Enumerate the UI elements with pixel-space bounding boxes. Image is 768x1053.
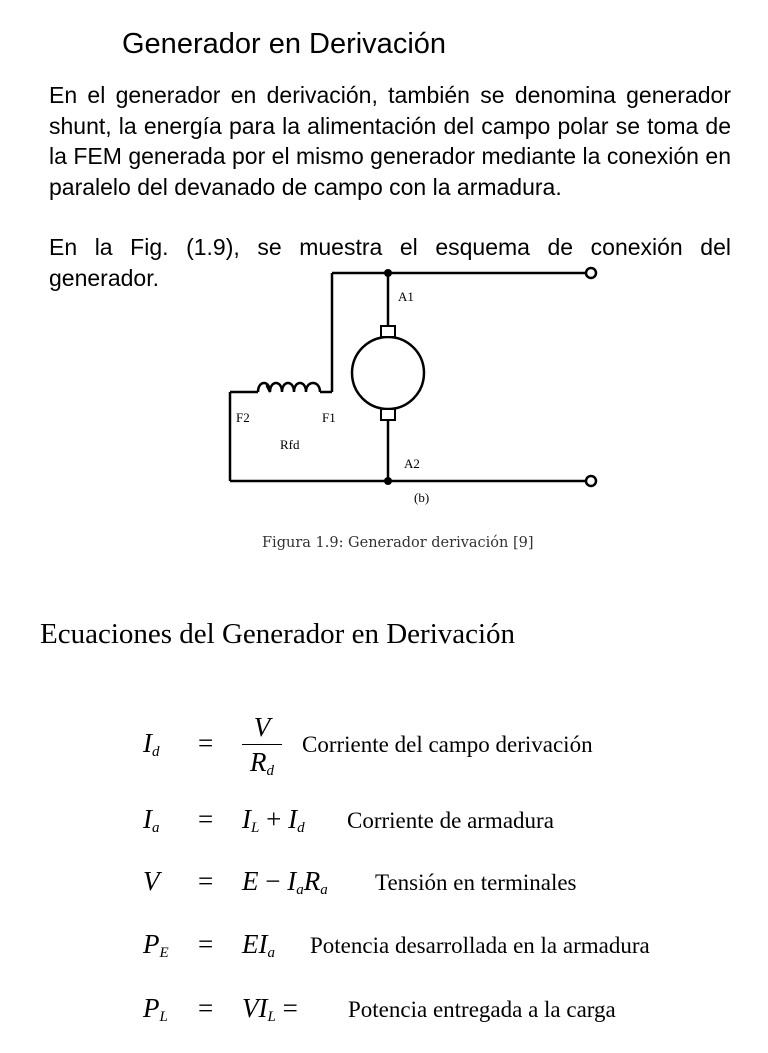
- eq4-rhs: $EI_a$: [242, 929, 275, 961]
- field-coil: [258, 383, 320, 392]
- label-f1: F1: [322, 410, 336, 425]
- label-f2: F2: [236, 410, 250, 425]
- figure-reference-paragraph: En la Fig. (1.9), se muestra el esquema de conexión del generador.: [49, 234, 731, 291]
- bottom-terminal: [586, 476, 596, 486]
- eq2-equals: =: [198, 804, 214, 834]
- page-title: Generador en Derivación: [122, 28, 447, 60]
- eq1-numerator: V: [253, 712, 271, 742]
- equation-row-4: [0, 929, 768, 989]
- eq1-denominator: $R_d$: [250, 747, 274, 779]
- junction-top: [384, 269, 392, 277]
- figure-caption: Figura 1.9: Generador derivación [9]: [262, 535, 534, 551]
- armature-circle: [352, 337, 424, 409]
- eq1-symbol: $I_d$: [143, 728, 160, 760]
- label-sub-b: (b): [414, 490, 430, 505]
- eq4-description: Potencia desarrollada en la armadura: [310, 933, 650, 958]
- equations-heading: Ecuaciones del Generador en Derivación: [40, 618, 516, 650]
- eq5-equals: =: [198, 993, 214, 1023]
- equation-row-3: [0, 866, 768, 926]
- label-a1: A1: [398, 289, 414, 304]
- equation-row-2: [0, 804, 768, 864]
- eq3-equals: =: [198, 866, 214, 896]
- shunt-generator-circuit-diagram: [222, 262, 602, 524]
- eq2-symbol: $I_a$: [143, 804, 160, 836]
- eq5-symbol: $P_L$: [143, 993, 168, 1025]
- brush-top: [381, 326, 395, 337]
- equation-row-5: [0, 993, 768, 1053]
- eq3-rhs: $E - I_aR_a$: [242, 866, 328, 898]
- eq2-rhs: $I_L + I_d$: [242, 804, 305, 836]
- eq4-symbol: $P_E$: [143, 929, 169, 961]
- label-rfd: Rfd: [280, 437, 300, 452]
- eq4-equals: =: [198, 929, 214, 959]
- eq3-description: Tensión en terminales: [375, 870, 577, 895]
- top-terminal: [586, 268, 596, 278]
- label-a2: A2: [404, 456, 420, 471]
- equation-row-1: [0, 712, 768, 779]
- eq3-symbol: V: [143, 866, 160, 896]
- eq1-fraction: [242, 712, 282, 786]
- intro-paragraph: En el generador en derivación, también se denomina generador shunt, la energía para la alimentación del campo polar se toma de la FEM generada por el mismo generador mediante la conexión en paralelo del devanado de campo con la armadura.: [49, 82, 731, 200]
- eq2-description: Corriente de armadura: [347, 808, 554, 833]
- eq1-description: Corriente del campo derivación: [302, 732, 593, 757]
- eq5-description: Potencia entregada a la carga: [348, 997, 616, 1022]
- eq1-equals: =: [198, 728, 214, 758]
- eq5-rhs: $VI_L$ =: [242, 993, 298, 1025]
- junction-bottom: [384, 477, 392, 485]
- brush-bottom: [381, 409, 395, 420]
